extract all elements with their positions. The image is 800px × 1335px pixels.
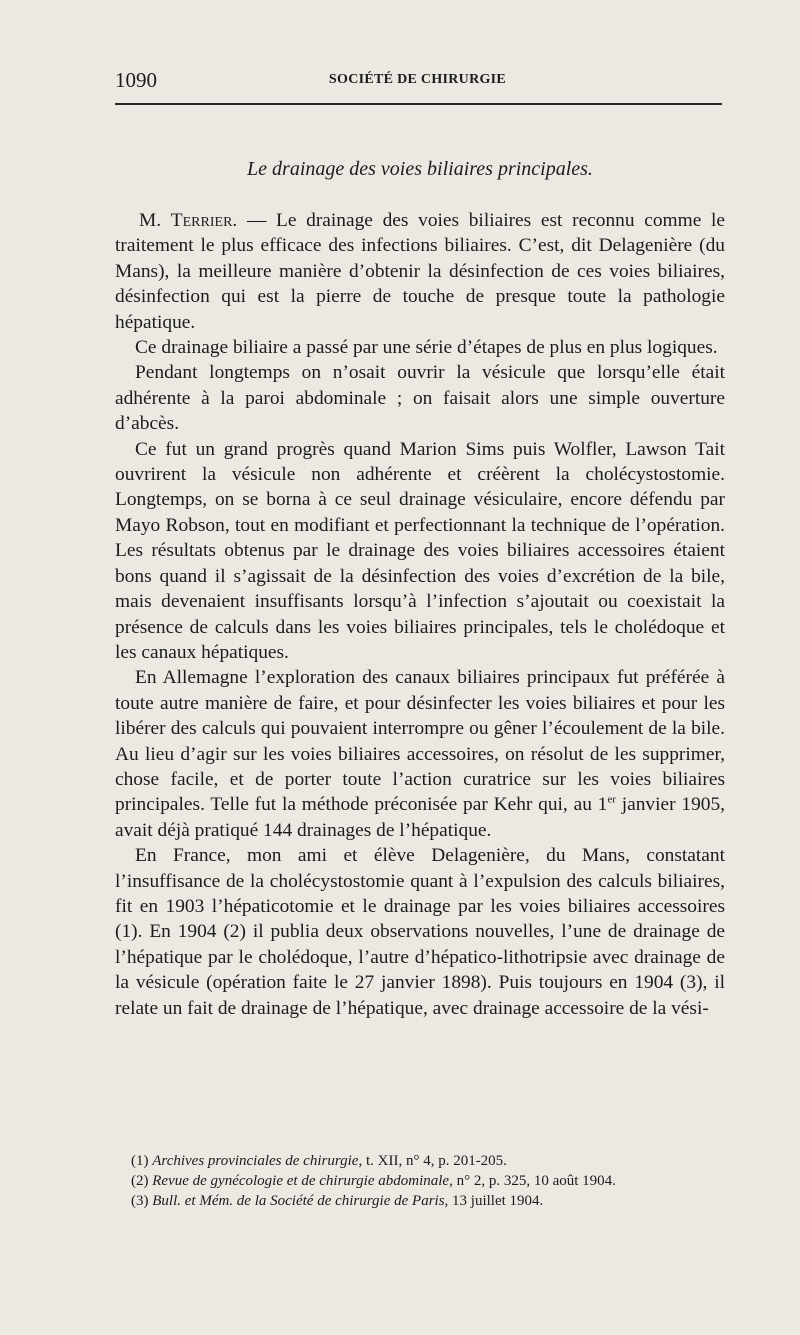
page-header	[115, 68, 720, 92]
paragraph-4: Ce fut un grand progrès quand Marion Sims puis Wolfler, Lawson Tait ouvrirent la vésicule non adhérente et créèrent la cholécystostomie. Longtemps, on se borna à ce seul drainage vésiculaire, encore défendu par Mayo Robson, tout en modifiant et perfectionnant la technique de l’opération. Les résultats obtenus par le drainage des voies biliaires accessoires étaient bons quand il s’agissait de la désinfection des voies d’excrétion de la bile, mais devenaient insuffisants lorsqu’à l’infection s’ajoutait ou coexistait la présence de calculs dans les voies biliaires principales, tels le cholédoque et les canaux hépatiques.	[115, 438, 725, 663]
paragraph-lead: M.	[139, 210, 171, 231]
footnote-1	[115, 1151, 725, 1171]
footnotes	[115, 1151, 725, 1211]
paragraph-3: Pendant longtemps on n’osait ouvrir la vésicule que lorsqu’elle était adhérente à la paroi abdominale ; on faisait alors une simple ouverture d’abcès.	[115, 362, 725, 435]
footnote-source: Bull. et Mém. de la Société de chirurgie de Paris	[152, 1193, 445, 1209]
footnote-3	[115, 1191, 725, 1211]
footnote-details: , n° 2, p. 325, 10 août 1904.	[449, 1173, 616, 1189]
footnote-source: Archives provinciales de chirurgie	[152, 1153, 359, 1169]
footnote-details: , 13 juillet 1904.	[444, 1193, 544, 1209]
body-text	[115, 208, 725, 1021]
footnote-mark: (1)	[131, 1153, 153, 1169]
paragraph-6: En France, mon ami et élève Delagenière, du Mans, constatant l’insuffisance de la cholécystostomie quant à l’expulsion des calculs biliaires, fit en 1903 l’hépaticotomie et le drainage par les voies biliaires accessoires (1). En 1904 (2) il publia deux observations nouvelles, l’une de drainage de l’hépatique par le cholédoque, l’autre d’hépatico-lithotripsie avec drainage de la vésicule (opération faite le 27 janvier 1898). Puis toujours en 1904 (3), il relate un fait de drainage de l’hépatique, avec drainage accessoire de la vési-	[115, 845, 725, 1019]
author-name: Terrier	[170, 210, 233, 231]
paragraph-5-before: En Allemagne l’exploration des canaux biliaires principaux fut préférée à toute autre manière de faire, et pour désinfecter les voies biliaires et pour les libérer des calculs qui pouvaient interrompre ou gêner l’écoulement de la bile. Au lieu d’agir sur les voies biliaires accessoires, on résolut de les supprimer, chose facile, et de porter toute l’action curatrice sur les voies biliaires principales. Telle fut la méthode préconisée par Kehr qui, au 1	[115, 667, 725, 816]
footnote-mark: (2)	[131, 1173, 153, 1189]
ordinal-superscript: er	[607, 793, 616, 806]
running-title: SOCIÉTÉ DE CHIRURGIE	[328, 72, 507, 87]
paragraph-5	[115, 665, 725, 843]
paragraph-1-text: . — Le drainage des voies biliaires est reconnu comme le traitement le plus efficace des infections biliaires. C’est, dit Delagenière (du Mans), la meilleure manière d’obtenir la désinfection de ces voies biliaires, désinfection qui est la pierre de touche de presque toute la pathologie hépatique.	[115, 210, 726, 333]
section-title: Le drainage des voies biliaires principales.	[247, 158, 593, 180]
footnote-mark: (3)	[131, 1193, 153, 1209]
footnote-2	[115, 1171, 725, 1191]
footnote-source: Revue de gynécologie et de chirurgie abdominale	[152, 1173, 450, 1189]
paragraph-1	[115, 208, 725, 335]
paragraph-5-after: janvier 1905, avait déjà pratiqué 144 drainages de l’hépatique.	[115, 794, 725, 841]
header-rule	[115, 103, 722, 105]
paragraph-2: Ce drainage biliaire a passé par une série d’étapes de plus en plus logiques.	[135, 337, 718, 359]
page-number: 1090	[115, 68, 157, 92]
footnote-details: , t. XII, n° 4, p. 201-205.	[358, 1153, 507, 1169]
